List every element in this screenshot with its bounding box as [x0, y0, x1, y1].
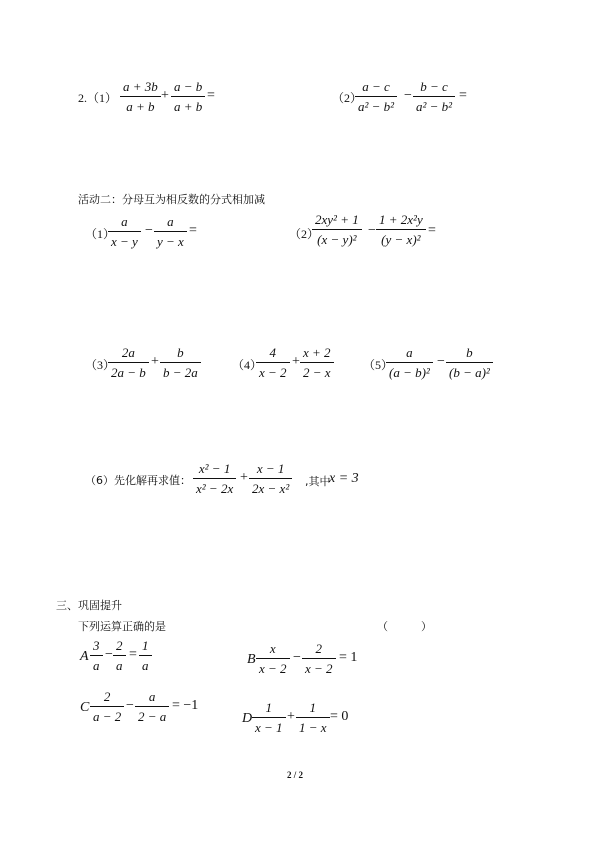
- option-a-letter: A: [80, 649, 89, 664]
- option-c-letter: C: [80, 700, 90, 715]
- option-c-fraction-1: 2 a − 2: [90, 690, 124, 723]
- q2-fraction-1: a + 3b a + b: [120, 80, 161, 113]
- a2-p3-label: （3）: [85, 358, 116, 372]
- a2-p1-label: （1）: [85, 227, 116, 241]
- a2-p1-fraction-2: a y − x: [154, 215, 187, 248]
- option-c-rhs: = −1: [172, 698, 199, 713]
- plus-operator: +: [161, 88, 169, 103]
- a2-p2-fraction-2: 1 + 2x²y (y − x)²: [376, 213, 426, 246]
- a2-p3-fraction-2: b b − 2a: [160, 346, 201, 379]
- a2-p4-label: （4）: [232, 358, 263, 372]
- a2-p2-fraction-1: 2xy² + 1 (x − y)²: [312, 213, 362, 246]
- q2-part2-label: （2）: [332, 91, 363, 105]
- option-a-fraction-3: 1 a: [139, 639, 152, 672]
- option-b-fraction-2: 2 x − 2: [302, 642, 336, 675]
- option-c-fraction-2: a 2 − a: [135, 690, 169, 723]
- option-d-letter: D: [242, 711, 253, 726]
- a2-p6-label: （6）先化解再求值：: [85, 474, 191, 487]
- a2-p4-fraction-1: 4 x − 2: [256, 346, 290, 379]
- q2-fraction-3: a − c a² − b²: [355, 80, 397, 113]
- a2-p6-condition: x = 3: [329, 471, 359, 486]
- equals-sign: =: [129, 647, 137, 662]
- a2-p2-label: （2）: [289, 227, 320, 241]
- minus-operator: −: [437, 354, 445, 369]
- a2-p1-fraction-1: a x − y: [108, 215, 141, 248]
- minus-operator: −: [368, 223, 376, 238]
- equals-sign: =: [189, 223, 197, 238]
- equals-sign: =: [207, 88, 215, 103]
- section3-question: 下列运算正确的是: [78, 620, 166, 633]
- minus-operator: −: [145, 223, 153, 238]
- equals-sign: =: [428, 223, 436, 238]
- q2-fraction-4: b − c a² − b²: [413, 80, 455, 113]
- minus-operator: −: [126, 698, 134, 713]
- a2-p6-fraction-2: x − 1 2x − x²: [249, 462, 292, 495]
- minus-operator: −: [293, 650, 301, 665]
- a2-p3-fraction-1: 2a 2a − b: [108, 346, 149, 379]
- plus-operator: +: [292, 354, 300, 369]
- plus-operator: +: [240, 470, 248, 485]
- option-a-fraction-2: 2 a: [113, 639, 126, 672]
- a2-p4-fraction-2: x + 2 2 − x: [300, 346, 334, 379]
- minus-operator: −: [404, 88, 412, 103]
- a2-p6-condition-prefix: ,其中: [305, 475, 331, 488]
- option-d-fraction-1: 1 x − 1: [252, 701, 286, 734]
- option-b-letter: B: [247, 652, 256, 667]
- section3-title: 三、巩固提升: [56, 599, 122, 612]
- minus-operator: −: [105, 647, 113, 662]
- a2-p5-label: （5）: [363, 358, 394, 372]
- activity2-title: 活动二：分母互为相反数的分式相加减: [78, 193, 265, 206]
- a2-p5-fraction-1: a (a − b)²: [386, 346, 433, 379]
- q2-label: 2.（1）: [78, 91, 118, 105]
- option-a-fraction-1: 3 a: [90, 639, 103, 672]
- option-d-fraction-2: 1 1 − x: [296, 701, 330, 734]
- option-d-rhs: = 0: [330, 709, 349, 724]
- option-b-fraction-1: x x − 2: [256, 642, 290, 675]
- page-number: 2 / 2: [287, 770, 304, 780]
- equals-sign: =: [459, 88, 467, 103]
- plus-operator: +: [287, 709, 295, 724]
- q2-fraction-2: a − b a + b: [171, 80, 205, 113]
- plus-operator: +: [151, 354, 159, 369]
- a2-p5-fraction-2: b (b − a)²: [446, 346, 493, 379]
- option-b-rhs: = 1: [339, 650, 358, 665]
- a2-p6-fraction-1: x² − 1 x² − 2x: [193, 462, 236, 495]
- answer-blank[interactable]: （ ）: [377, 620, 432, 633]
